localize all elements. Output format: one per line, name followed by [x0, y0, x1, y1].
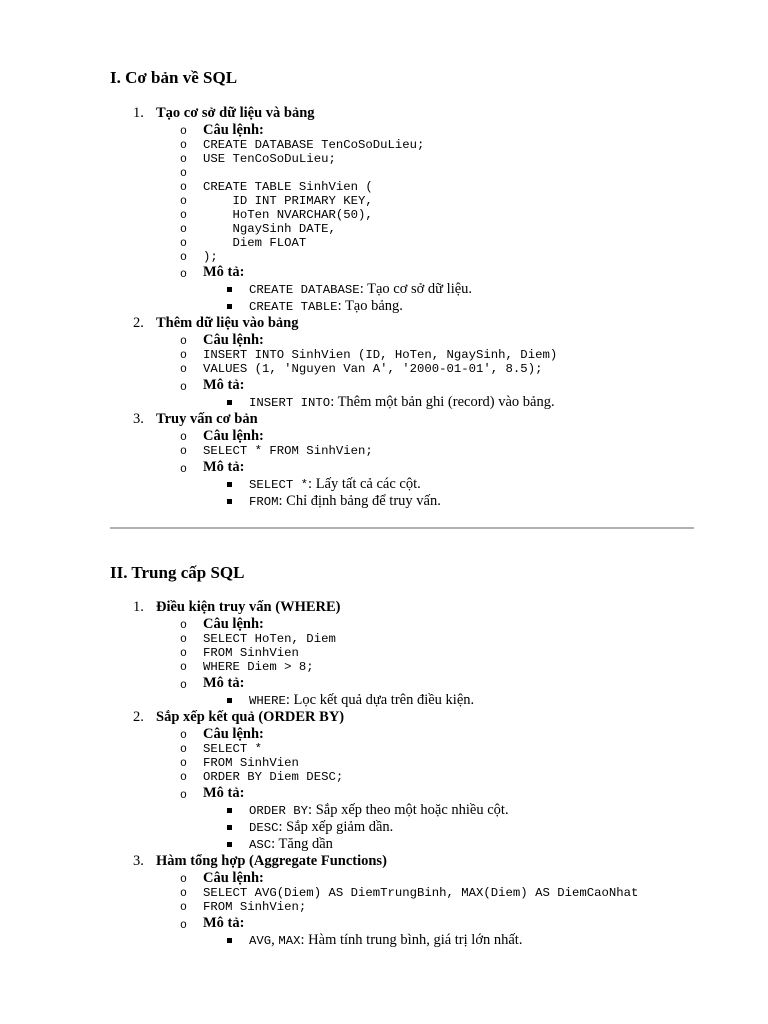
code-line: CREATE TABLE SinhVien ( — [203, 180, 373, 194]
description-text: , — [271, 932, 279, 948]
code-line: SELECT * — [203, 742, 263, 756]
bullet-icon: o — [180, 679, 187, 692]
code-line: SELECT HoTen, Diem — [203, 632, 336, 646]
description-keyword: AVG — [249, 934, 272, 948]
code-line: INSERT INTO SinhVien (ID, HoTen, NgaySinh, Diem) — [203, 348, 558, 362]
bullet-icon: o — [180, 335, 187, 348]
bullet-icon: o — [180, 363, 187, 376]
code-line: SELECT AVG(Diem) AS DiemTrungBinh, MAX(Diem) AS DiemCaoNhat — [203, 886, 639, 900]
square-bullet-icon — [227, 842, 232, 847]
bullet-icon: o — [180, 647, 187, 660]
code-line: ); — [203, 250, 218, 264]
description-text: : Thêm một bản ghi (record) vào bảng. — [330, 394, 555, 410]
description-line — [249, 802, 509, 819]
square-bullet-icon — [227, 499, 232, 504]
item-number: 3. — [133, 411, 144, 427]
description-keyword: INSERT INTO — [249, 396, 331, 410]
item-title: Điều kiện truy vấn (WHERE) — [156, 599, 341, 615]
bullet-icon: o — [180, 237, 187, 250]
description-keyword: SELECT * — [249, 478, 309, 492]
section-title: II. Trung cấp SQL — [110, 563, 245, 582]
code-line: SELECT * FROM SinhVien; — [203, 444, 373, 458]
bullet-icon: o — [180, 757, 187, 770]
bullet-icon: o — [180, 743, 187, 756]
description-keyword: DESC — [249, 821, 279, 835]
command-label: Câu lệnh: — [203, 122, 264, 138]
bullet-icon: o — [180, 349, 187, 362]
command-label: Câu lệnh: — [203, 870, 264, 886]
code-line: ORDER BY Diem DESC; — [203, 770, 344, 784]
description-text: : Tạo bảng. — [337, 298, 403, 314]
bullet-icon: o — [180, 463, 187, 476]
code-line: FROM SinhVien — [203, 646, 299, 660]
square-bullet-icon — [227, 808, 232, 813]
bullet-icon: o — [180, 209, 187, 222]
bullet-icon: o — [180, 251, 187, 264]
square-bullet-icon — [227, 482, 232, 487]
bullet-icon: o — [180, 901, 187, 914]
item-number: 2. — [133, 709, 144, 725]
code-line: HoTen NVARCHAR(50), — [203, 208, 373, 222]
square-bullet-icon — [227, 938, 232, 943]
description-line — [249, 493, 441, 510]
description-line — [249, 298, 403, 315]
item-title: Truy vấn cơ bản — [156, 411, 258, 427]
bullet-icon: o — [180, 619, 187, 632]
square-bullet-icon — [227, 287, 232, 292]
code-line: FROM SinhVien — [203, 756, 299, 770]
description-label: Mô tả: — [203, 675, 245, 691]
command-label: Câu lệnh: — [203, 428, 264, 444]
code-line: VALUES (1, 'Nguyen Van A', '2000-01-01', 8.5); — [203, 362, 543, 376]
item-title: Thêm dữ liệu vào bảng — [156, 315, 299, 331]
description-text: : Tạo cơ sở dữ liệu. — [359, 281, 473, 297]
bullet-icon: o — [180, 153, 187, 166]
item-number: 1. — [133, 105, 144, 121]
description-text: : Hàm tính trung bình, giá trị lớn nhất. — [300, 932, 523, 948]
bullet-icon: o — [180, 919, 187, 932]
description-text: : Tăng dần — [271, 836, 333, 852]
square-bullet-icon — [227, 825, 232, 830]
bullet-icon: o — [180, 195, 187, 208]
description-line — [249, 476, 421, 493]
bullet-icon: o — [180, 431, 187, 444]
item-title: Tạo cơ sở dữ liệu và bảng — [156, 105, 315, 121]
bullet-icon: o — [180, 445, 187, 458]
bullet-icon: o — [180, 729, 187, 742]
description-line — [249, 281, 472, 298]
item-number: 3. — [133, 853, 144, 869]
bullet-icon: o — [180, 789, 187, 802]
item-title: Hàm tổng hợp (Aggregate Functions) — [156, 853, 387, 869]
command-label: Câu lệnh: — [203, 726, 264, 742]
description-keyword: WHERE — [249, 694, 286, 708]
description-text: : Lấy tất cả các cột. — [308, 476, 421, 492]
description-line — [249, 932, 522, 949]
description-label: Mô tả: — [203, 785, 245, 801]
section-title: I. Cơ bản về SQL — [110, 68, 238, 87]
description-text: : Sắp xếp giảm dần. — [278, 819, 394, 835]
bullet-icon: o — [180, 268, 187, 281]
description-keyword: ORDER BY — [249, 804, 309, 818]
description-text: : Chỉ định bảng để truy vấn. — [278, 493, 441, 509]
description-keyword: CREATE DATABASE — [249, 283, 360, 297]
command-label: Câu lệnh: — [203, 616, 264, 632]
description-line — [249, 394, 555, 411]
horizontal-divider — [110, 527, 694, 529]
description-keyword: MAX — [278, 934, 301, 948]
description-label: Mô tả: — [203, 459, 245, 475]
bullet-icon: o — [180, 223, 187, 236]
item-number: 1. — [133, 599, 144, 615]
description-keyword: CREATE TABLE — [249, 300, 338, 314]
bullet-icon: o — [180, 771, 187, 784]
description-label: Mô tả: — [203, 377, 245, 393]
description-keyword: FROM — [249, 495, 279, 509]
description-line — [249, 819, 393, 836]
bullet-icon: o — [180, 125, 187, 138]
description-label: Mô tả: — [203, 915, 245, 931]
code-line: USE TenCoSoDuLieu; — [203, 152, 336, 166]
description-keyword: ASC — [249, 838, 272, 852]
square-bullet-icon — [227, 304, 232, 309]
code-line: FROM SinhVien; — [203, 900, 307, 914]
command-label: Câu lệnh: — [203, 332, 264, 348]
code-line: ID INT PRIMARY KEY, — [203, 194, 373, 208]
bullet-icon: o — [180, 633, 187, 646]
description-text: : Lọc kết quả dựa trên điều kiện. — [285, 692, 475, 708]
description-text: : Sắp xếp theo một hoặc nhiều cột. — [308, 802, 509, 818]
bullet-icon: o — [180, 661, 187, 674]
item-title: Sắp xếp kết quả (ORDER BY) — [156, 709, 345, 725]
description-line — [249, 692, 474, 709]
bullet-icon: o — [180, 181, 187, 194]
bullet-icon: o — [180, 139, 187, 152]
square-bullet-icon — [227, 400, 232, 405]
bullet-icon: o — [180, 887, 187, 900]
square-bullet-icon — [227, 698, 232, 703]
code-line: NgaySinh DATE, — [203, 222, 336, 236]
code-line: Diem FLOAT — [203, 236, 307, 250]
description-line — [249, 836, 333, 853]
bullet-icon: o — [180, 167, 187, 180]
item-number: 2. — [133, 315, 144, 331]
code-line: CREATE DATABASE TenCoSoDuLieu; — [203, 138, 425, 152]
bullet-icon: o — [180, 873, 187, 886]
code-line: WHERE Diem > 8; — [203, 660, 314, 674]
description-label: Mô tả: — [203, 264, 245, 280]
bullet-icon: o — [180, 381, 187, 394]
